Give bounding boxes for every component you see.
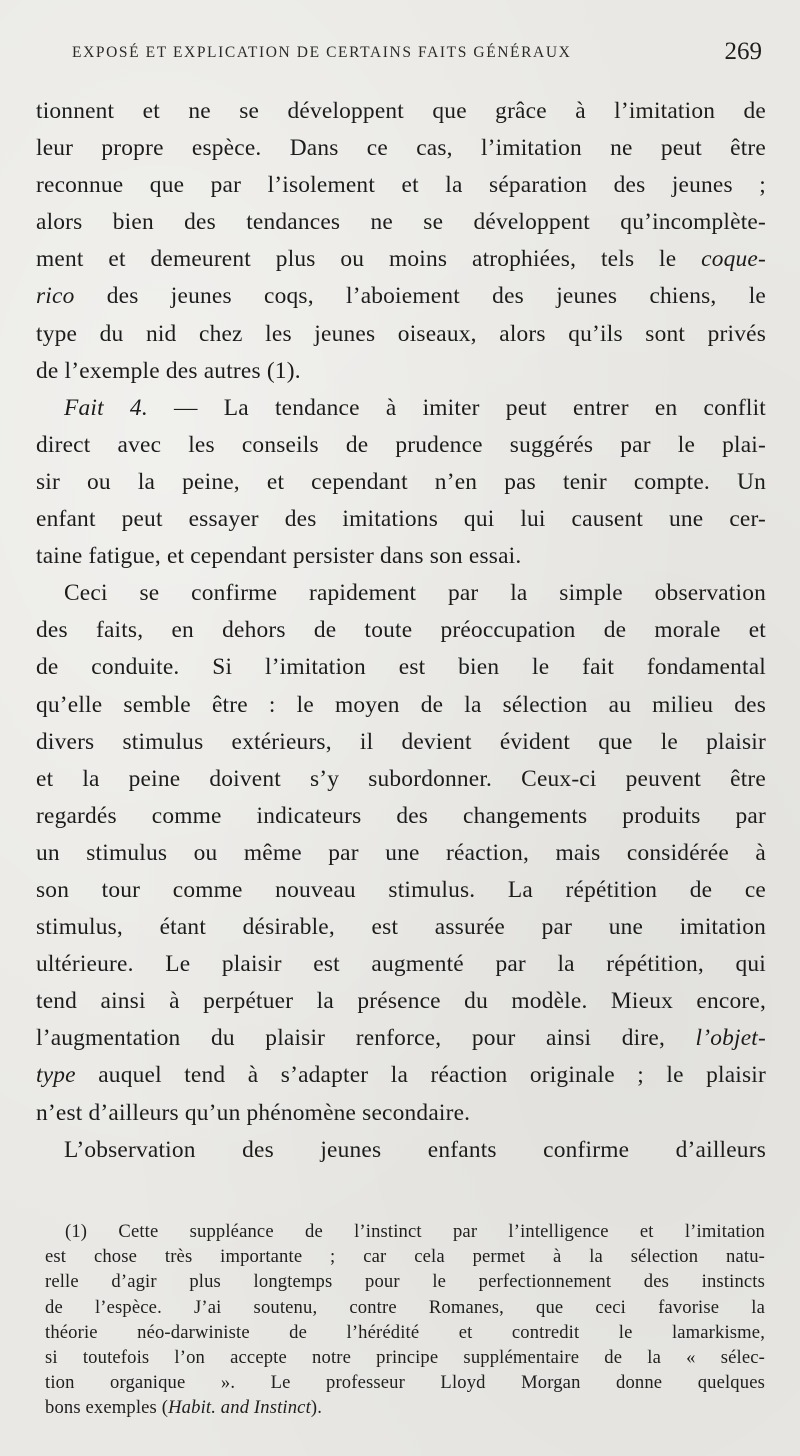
text-run: est chose très importante ; car cela permet à la sélection natu-: [45, 1246, 765, 1268]
text-run: qu’elle semble être : le moyen de la sélection au milieu des: [36, 691, 766, 718]
footnote-line: [45, 1244, 765, 1269]
text-line: [36, 464, 766, 501]
text-run: des faits, en dehors de toute préoccupation de morale et: [36, 617, 766, 644]
text-line: [36, 909, 766, 946]
footnote-line: [45, 1295, 765, 1320]
text-line: [36, 872, 766, 909]
text-run: un stimulus ou même par une réaction, mais considérée à: [36, 839, 766, 866]
text-run: stimulus, étant désirable, est assurée par une imitation: [36, 914, 766, 941]
text-run: tionnent et ne se développent que grâce à l’imitation de: [36, 98, 766, 124]
text-run: taine fatigue, et cependant persister dans son essai.: [36, 543, 522, 570]
italic-text: Fait 4.: [64, 394, 148, 421]
italic-text: l’objet-: [695, 1025, 766, 1052]
text-line: [36, 1020, 766, 1057]
footnote-line: [45, 1219, 765, 1244]
text-run: si toutefois l’on accepte notre principe supplémentaire de la « sélec-: [45, 1346, 765, 1368]
text-line: [36, 946, 766, 983]
text-line: [36, 501, 766, 538]
page-number: 269: [724, 38, 762, 65]
text-run: ultérieure. Le plaisir est augmenté par la répétition, qui: [36, 951, 766, 978]
text-run: de conduite. Si l’imitation est bien le fait fondamental: [36, 654, 766, 681]
text-run: (1) Cette suppléance de l’instinct par l’intelligence et l’imitation: [65, 1221, 765, 1242]
text-run: tion organique ». Le professeur Lloyd Morgan donne quelques: [45, 1372, 765, 1394]
text-line: [36, 1132, 766, 1169]
text-line: [36, 798, 766, 835]
text-run: enfant peut essayer des imitations qui lui causent une cer-: [36, 506, 766, 533]
text-line: [36, 575, 766, 612]
text-line: [36, 390, 766, 427]
footnote-line: [45, 1345, 765, 1370]
text-run: de l’exemple des autres (1).: [36, 357, 301, 384]
text-line: [36, 724, 766, 761]
text-run: et la peine doivent s’y subordonner. Ceux-ci peuvent être: [36, 765, 766, 792]
text-run: type du nid chez les jeunes oiseaux, alors qu’ils sont privés: [36, 320, 766, 347]
text-run: tend ainsi à perpétuer la présence du modèle. Mieux encore,: [36, 988, 766, 1015]
footnote-line: [45, 1395, 765, 1420]
text-run: auquel tend à s’adapter la réaction originale ; le plaisir: [75, 1062, 766, 1089]
text-run: ).: [310, 1397, 323, 1419]
text-line: [36, 167, 766, 204]
text-run: reconnue que par l’isolement et la séparation des jeunes ;: [36, 172, 766, 199]
text-run: son tour comme nouveau stimulus. La répétition de ce: [36, 876, 766, 903]
text-line: [36, 1057, 766, 1094]
text-line: [36, 427, 766, 464]
text-line: [36, 649, 766, 686]
italic-text: type: [36, 1062, 76, 1089]
text-line: [36, 687, 766, 724]
text-line: [36, 316, 766, 353]
running-header: [72, 36, 762, 66]
text-line: [36, 761, 766, 798]
text-run: bons exemples (: [45, 1397, 169, 1419]
text-run: ment et demeurent plus ou moins atrophiées, tels le: [36, 246, 702, 273]
running-title: EXPOSÉ ET EXPLICATION DE CERTAINS FAITS GÉNÉRAUX: [72, 44, 572, 61]
footnote: [45, 1219, 765, 1421]
text-run: théorie néo-darwiniste de l’hérédité et contredit le lamarkisme,: [45, 1321, 765, 1343]
italic-text: coque-: [701, 246, 766, 273]
text-run: leur propre espèce. Dans ce cas, l’imitation ne peut être: [36, 135, 766, 162]
text-run: de l’espèce. J’ai soutenu, contre Romanes, que ceci favorise la: [45, 1296, 765, 1318]
text-run: L’observation des jeunes enfants confirme d’ailleurs: [64, 1136, 766, 1163]
text-line: [36, 835, 766, 872]
text-run: n’est d’ailleurs qu’un phénomène secondaire.: [36, 1099, 471, 1126]
text-line: [36, 612, 766, 649]
italic-text: Habit. and Instinct: [168, 1397, 311, 1419]
text-run: sir ou la peine, et cependant n’en pas tenir compte. Un: [36, 468, 766, 495]
text-line: [36, 353, 766, 390]
text-run: divers stimulus extérieurs, il devient évident que le plaisir: [36, 728, 766, 755]
text-run: relle d’agir plus longtemps pour le perfectionnement des instincts: [45, 1271, 765, 1293]
text-run: Ceci se confirme rapidement par la simple observation: [64, 580, 766, 607]
text-line: [36, 1095, 766, 1132]
text-line: [36, 241, 766, 278]
text-run: l’augmentation du plaisir renforce, pour ainsi dire,: [36, 1025, 696, 1052]
footnote-line: [45, 1269, 765, 1294]
text-run: alors bien des tendances ne se développent qu’incomplète-: [36, 209, 766, 236]
main-text: [36, 93, 766, 1169]
text-run: des jeunes coqs, l’aboiement des jeunes chiens, le: [74, 283, 766, 310]
text-run: regardés comme indicateurs des changements produits par: [36, 802, 766, 829]
italic-text: rico: [36, 283, 75, 310]
footnote-line: [45, 1370, 765, 1395]
text-line: [36, 983, 766, 1020]
text-line: [36, 278, 766, 315]
text-run: direct avec les conseils de prudence suggérés par le plai-: [36, 431, 766, 458]
text-line: [36, 93, 766, 130]
text-line: [36, 130, 766, 167]
text-line: [36, 538, 766, 575]
footnote-line: [45, 1320, 765, 1345]
text-line: [36, 204, 766, 241]
text-run: — La tendance à imiter peut entrer en conflit: [147, 394, 766, 421]
